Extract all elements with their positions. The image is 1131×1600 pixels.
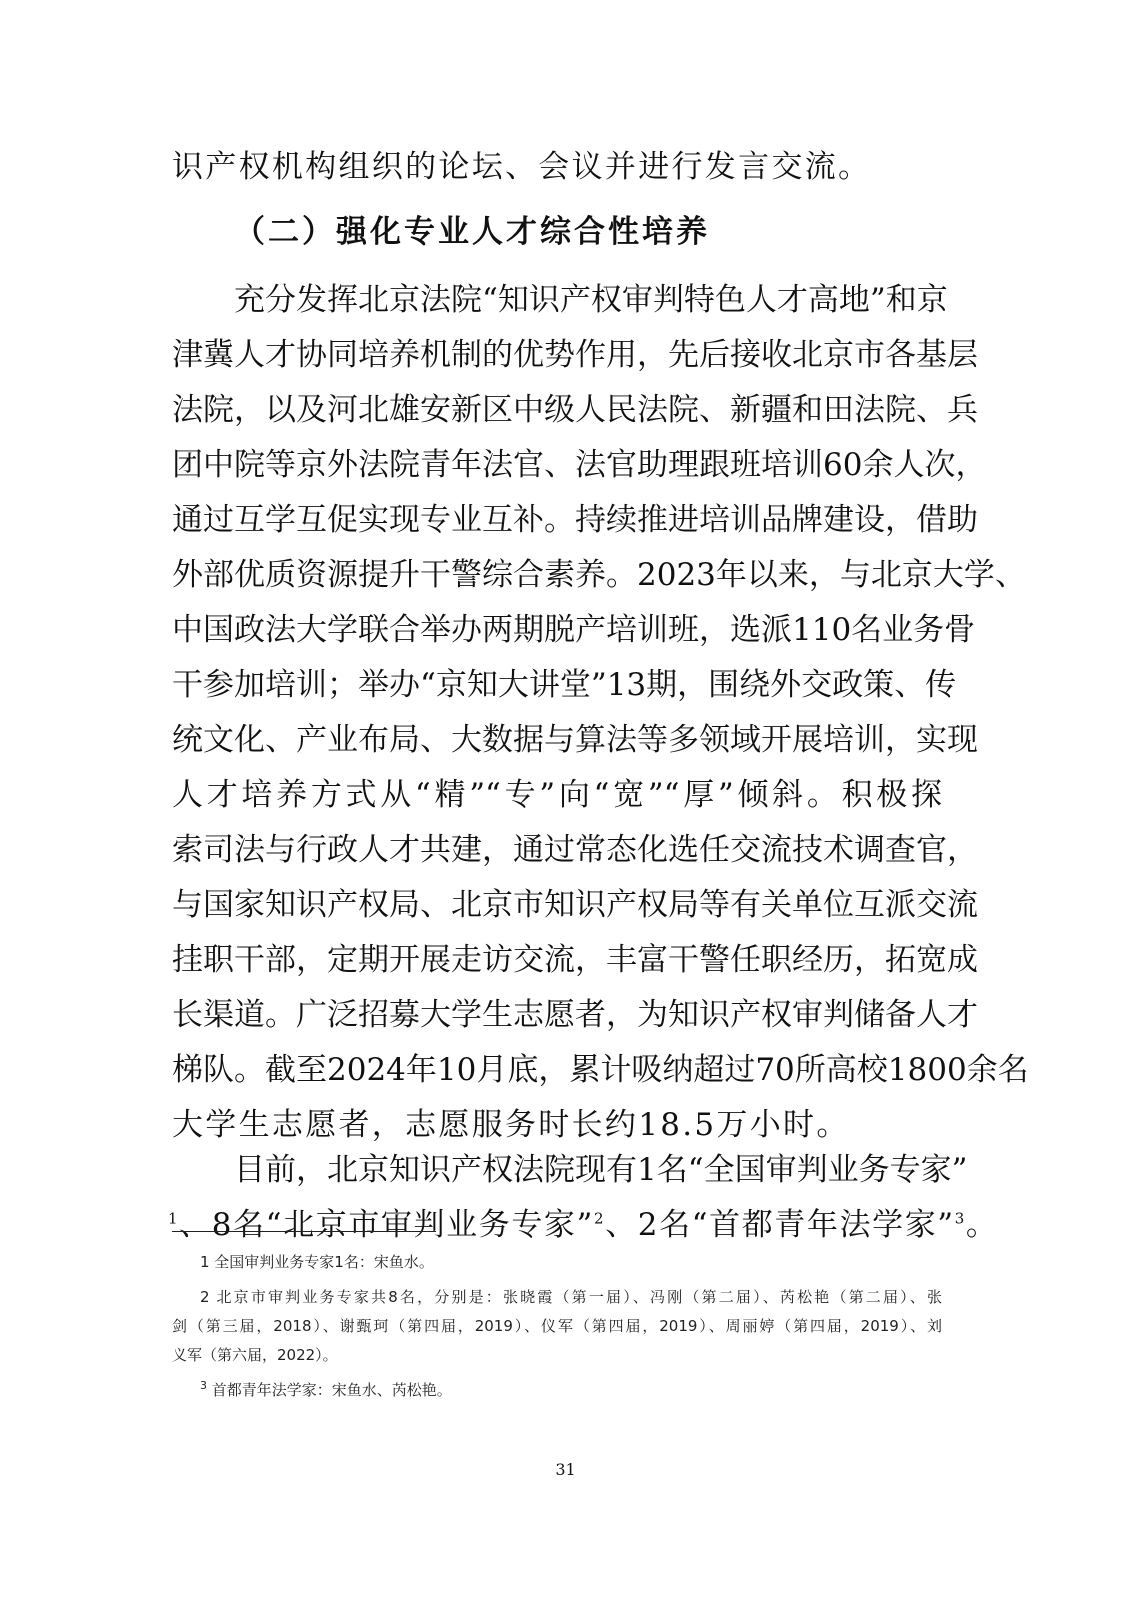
footnote-mark-3: 3	[954, 1209, 966, 1228]
paragraph-line: 中国政法大学联合举办两期脱产培训班，选派110名业务骨	[172, 612, 976, 648]
paragraph-line: 干参加培训；举办“京知大讲堂”13期，围绕外交政策、传	[172, 667, 957, 703]
paragraph-line: 梯队。截至2024年10月底，累计吸纳超过70所高校1800余名	[172, 1052, 1029, 1088]
paragraph-line-with-footnote-marks	[168, 1205, 999, 1245]
paragraph-line: 人才培养方式从“精”“专”向“宽”“厚”倾斜。积极探	[172, 777, 942, 813]
paragraph-line: 通过互学互促实现专业互补。持续推进培训品牌建设，借助	[172, 502, 978, 538]
paragraph-line: 充分发挥北京法院“知识产权审判特色人才高地”和京	[234, 282, 948, 318]
paragraph-line: 团中院等京外法院青年法官、法官助理跟班培训60余人次，	[172, 447, 987, 483]
paragraph-line: 法院，以及河北雄安新区中级人民法院、新疆和田法院、兵	[172, 392, 978, 428]
paragraph-line: 长渠道。广泛招募大学生志愿者，为知识产权审判储备人才	[172, 997, 978, 1033]
footnote-2-line: 剑（第三届，2018）、谢甄珂（第四届，2019）、仪军（第四届，2019）、周丽婷（第四届，2019）、刘	[172, 1317, 942, 1335]
footnote-3-text: 首都青年法学家：宋鱼水、芮松艳。	[207, 1381, 452, 1399]
page-number: 31	[555, 1460, 576, 1479]
paragraph-line: 目前，北京知识产权法院现有1名“全国审判业务专家”	[234, 1152, 968, 1188]
text-segment: 、8名“北京市审判业务专家”	[179, 1207, 594, 1243]
text-segment: 。	[965, 1207, 999, 1243]
paragraph-line: 与国家知识产权局、北京市知识产权局等有关单位互派交流	[172, 887, 978, 923]
footnote-2-line: 2 北京市审判业务专家共8名，分别是：张晓霞（第一届）、冯刚（第二届）、芮松艳（第二届）、张	[200, 1288, 942, 1306]
paragraph-line: 津冀人才协同培养机制的优势作用，先后接收北京市各基层	[172, 337, 978, 373]
footnote-mark-1: 1	[168, 1209, 180, 1228]
footnote-mark-2: 2	[593, 1209, 606, 1228]
footnote-1: 1 全国审判业务专家1名：宋鱼水。	[200, 1253, 434, 1271]
section-heading: （二）强化专业人才综合性培养	[234, 214, 710, 250]
continuation-line: 识产权机构组织的论坛、会议并进行发言交流。	[172, 149, 872, 185]
footnote-3-mark: 3	[200, 1379, 207, 1392]
footnote-separator	[172, 1231, 436, 1232]
paragraph-line: 统文化、产业布局、大数据与算法等多领域开展培训，实现	[172, 722, 978, 758]
footnote-3	[200, 1376, 942, 1404]
footnote-2-line: 义军（第六届，2022）。	[172, 1346, 338, 1364]
paragraph-line: 大学生志愿者，志愿服务时长约18.5万小时。	[172, 1107, 850, 1143]
paragraph-line: 挂职干部，定期开展走访交流，丰富干警任职经历，拓宽成	[172, 942, 978, 978]
text-segment: 、2名“首都青年法学家”	[605, 1207, 955, 1243]
paragraph-line: 外部优质资源提升干警综合素养。2023年以来，与北京大学、	[172, 557, 1026, 593]
paragraph-line: 索司法与行政人才共建，通过常态化选任交流技术调查官，	[172, 832, 978, 868]
